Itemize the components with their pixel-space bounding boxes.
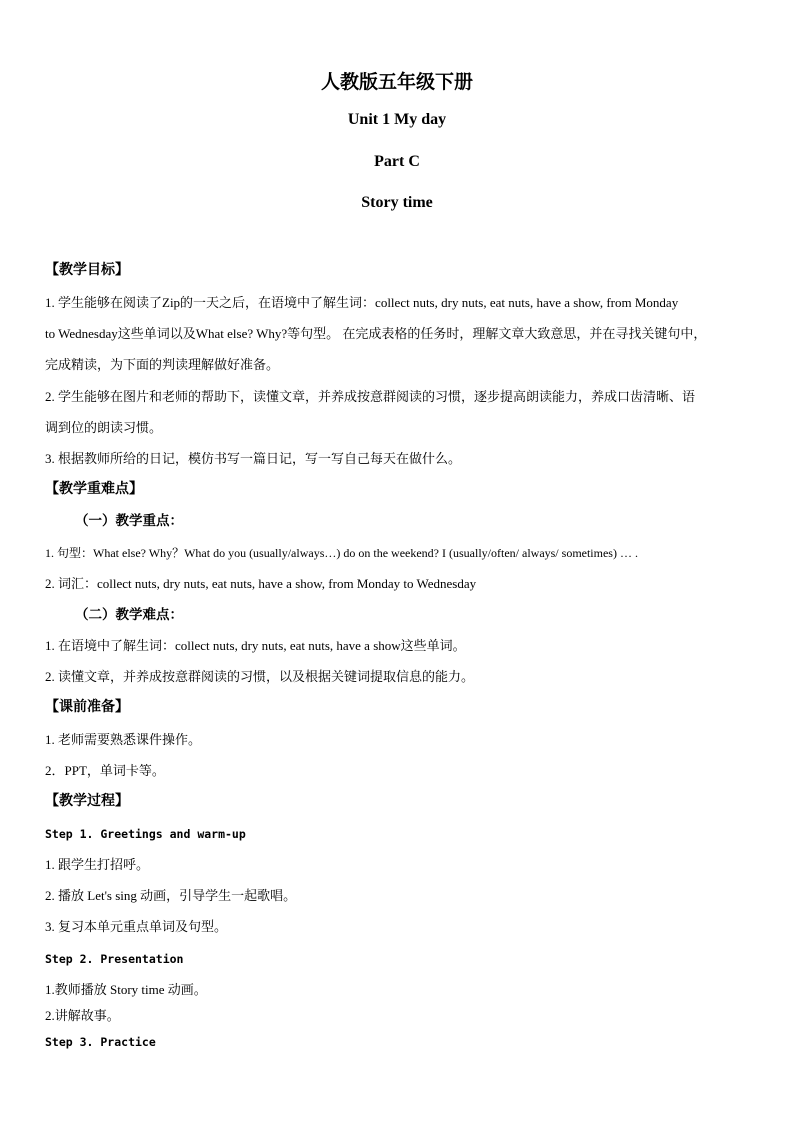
step-2-item-1: 1.教师播放 Story time 动画。 (45, 982, 207, 997)
step-2-item-2: 2.讲解故事。 (45, 1008, 120, 1023)
objective-1-line-3: 完成精读，为下面的判读理解做好准备。 (45, 357, 280, 372)
unit-title: Unit 1 My day (347, 111, 447, 128)
step-1-item-1: 1. 跟学生打招呼。 (45, 857, 150, 872)
difficulty-1: 1. 在语境中了解生词：collect nuts, dry nuts, eat nuts, have a show这些单词。 (45, 638, 466, 653)
preparation-2: 2．PPT，单词卡等。 (45, 763, 165, 778)
objective-1-line-1: 1. 学生能够在阅读了Zip的一天之后，在语境中了解生词：collect nuts, dry nuts, eat nuts, have a show, from Monday (45, 295, 679, 310)
preparation-1: 1. 老师需要熟悉课件操作。 (45, 732, 202, 747)
key-points-heading: 【教学重难点】 (45, 482, 143, 497)
focus-heading: （一）教学重点： (75, 513, 183, 528)
step-1-heading: Step 1. Greetings and warm-up (45, 827, 246, 841)
objective-1-line-2: to Wednesday这些单词以及What else? Why?等句型。 在完成表格的任务时，理解文章大致意思，并在寻找关键句中， (45, 326, 707, 341)
process-heading: 【教学过程】 (45, 794, 129, 809)
part-title: Part C (374, 153, 420, 170)
difficulty-2: 2. 读懂文章，并养成按意群阅读的习惯，以及根据关键词提取信息的能力。 (45, 669, 475, 684)
objective-3: 3. 根据教师所给的日记，模仿书写一篇日记，写一写自己每天在做什么。 (45, 451, 462, 466)
step-1-item-3: 3. 复习本单元重点单词及句型。 (45, 919, 228, 934)
step-2-heading: Step 2. Presentation (45, 952, 184, 966)
focus-vocabulary: 2. 词汇：collect nuts, dry nuts, eat nuts, have a show, from Monday to Wednesday (45, 576, 477, 591)
objectives-heading: 【教学目标】 (45, 263, 129, 278)
difficulty-heading: （二）教学难点： (75, 607, 183, 622)
step-1-item-2: 2. 播放 Let's sing 动画，引导学生一起歌唱。 (45, 888, 297, 903)
objective-2-line-1: 2. 学生能够在图片和老师的帮助下，读懂文章，并养成按意群阅读的习惯，逐步提高朗读能力，养成口齿清晰、语 (45, 389, 696, 404)
objective-2-line-2: 调到位的朗读习惯。 (45, 420, 163, 435)
section-title: Story time (361, 194, 433, 211)
document-title: 人教版五年级下册 (320, 72, 473, 93)
focus-sentence-patterns: 1. 句型：What else? Why？What do you (usually/always…) do on the weekend? I (usually/often/ always/ sometimes) … . (45, 546, 638, 560)
preparation-heading: 【课前准备】 (45, 700, 129, 715)
step-3-heading: Step 3. Practice (45, 1035, 156, 1049)
